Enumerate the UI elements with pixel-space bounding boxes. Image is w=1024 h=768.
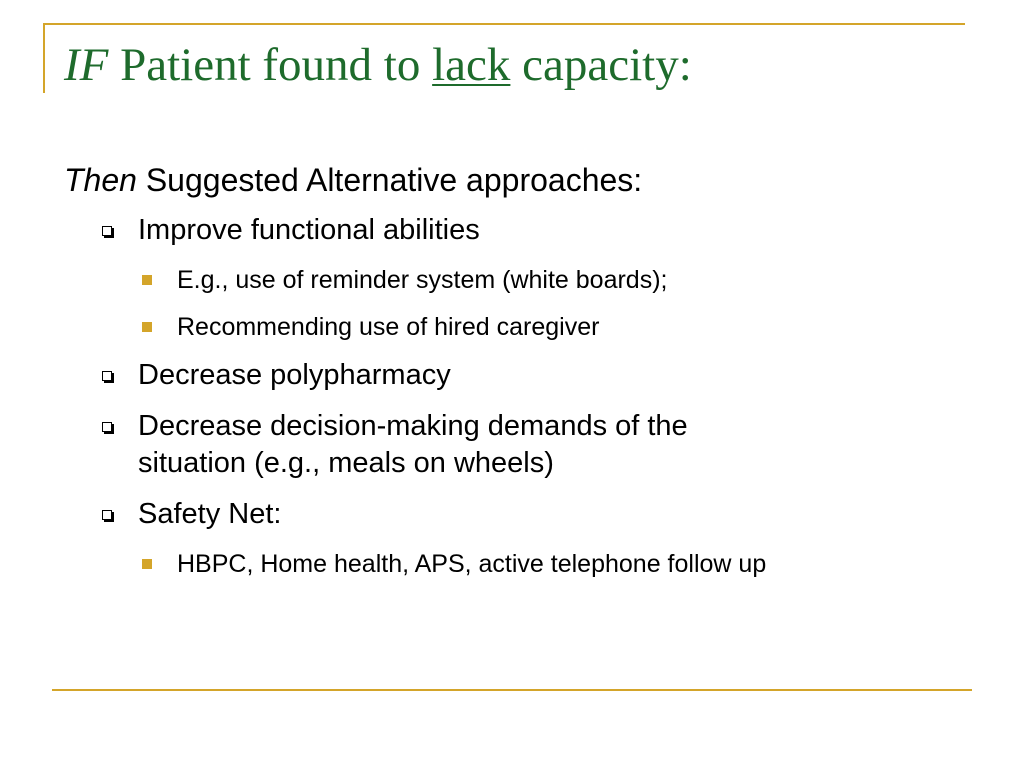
square-bullet-icon [142,275,152,285]
sub-item-safety-services-label: HBPC, Home health, APS, active telephone follow up [177,550,767,578]
lead-line [64,152,964,208]
sub-item-caregiver [64,311,964,343]
title-if: IF [64,39,109,91]
lead-then: Then [64,162,137,198]
list-item-decision-line-1: Decrease decision-making demands of the [138,410,688,442]
list-item-improve-label: Improve functional abilities [138,214,480,246]
title-suffix: capacity: [510,39,692,91]
slide-body [64,152,964,580]
list-item-polypharmacy [64,357,964,394]
slide-title [64,40,692,92]
hollow-square-bullet-icon [102,510,112,520]
list-item-decision [64,408,964,482]
title-middle: Patient found to [108,39,433,91]
sub-item-reminder-label: E.g., use of reminder system (white boards); [177,266,668,294]
frame-bottom-rule [52,689,972,691]
title-lack: lack [432,39,511,91]
frame-top-rule [43,23,965,25]
list-item-polypharmacy-label: Decrease polypharmacy [138,359,451,391]
frame-left-rule [43,23,45,93]
sub-item-safety-services [64,548,964,580]
square-bullet-icon [142,559,152,569]
list-item-decision-line-2: situation (e.g., meals on wheels) [138,447,554,479]
hollow-square-bullet-icon [102,226,112,236]
list-item-safety-label: Safety Net: [138,498,282,530]
hollow-square-bullet-icon [102,371,112,381]
sub-item-reminder [64,264,964,296]
list-item-improve [64,212,964,249]
square-bullet-icon [142,322,152,332]
hollow-square-bullet-icon [102,422,112,432]
list-item-safety [64,496,964,533]
sub-item-caregiver-label: Recommending use of hired caregiver [177,313,600,341]
lead-text: Suggested Alternative approaches: [136,162,643,198]
